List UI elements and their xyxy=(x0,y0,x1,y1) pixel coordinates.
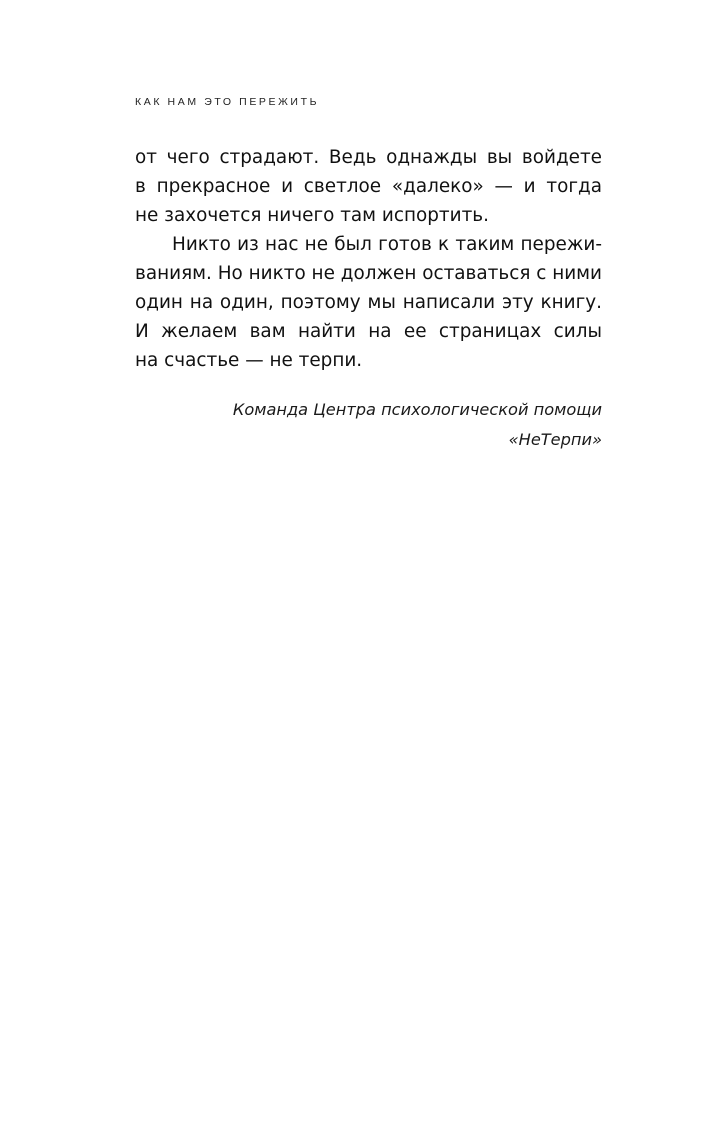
body-line: на счастье — не терпи. xyxy=(135,350,363,371)
body-line: И желаем вам найти на ее страницах силы xyxy=(135,321,602,342)
signature-line: Команда Центра психологической помощи xyxy=(232,400,602,419)
body-line: не захочется ничего там испортить. xyxy=(135,205,489,226)
body-line: ваниям. Но никто не должен оставаться с ними xyxy=(135,263,602,284)
body-line: один на один, поэтому мы написали эту книгу. xyxy=(135,292,602,313)
body-line: в прекрасное и светлое «далеко» — и тогда xyxy=(135,176,602,197)
body-text xyxy=(135,143,602,375)
body-line: от чего страдают. Ведь однажды вы войдете xyxy=(135,147,602,168)
signature xyxy=(135,395,602,455)
signature-line: «НеТерпи» xyxy=(508,430,602,449)
running-header: КАК НАМ ЭТО ПЕРЕЖИТЬ xyxy=(135,96,320,108)
body-line: Никто из нас не был готов к таким пережи- xyxy=(172,234,602,255)
